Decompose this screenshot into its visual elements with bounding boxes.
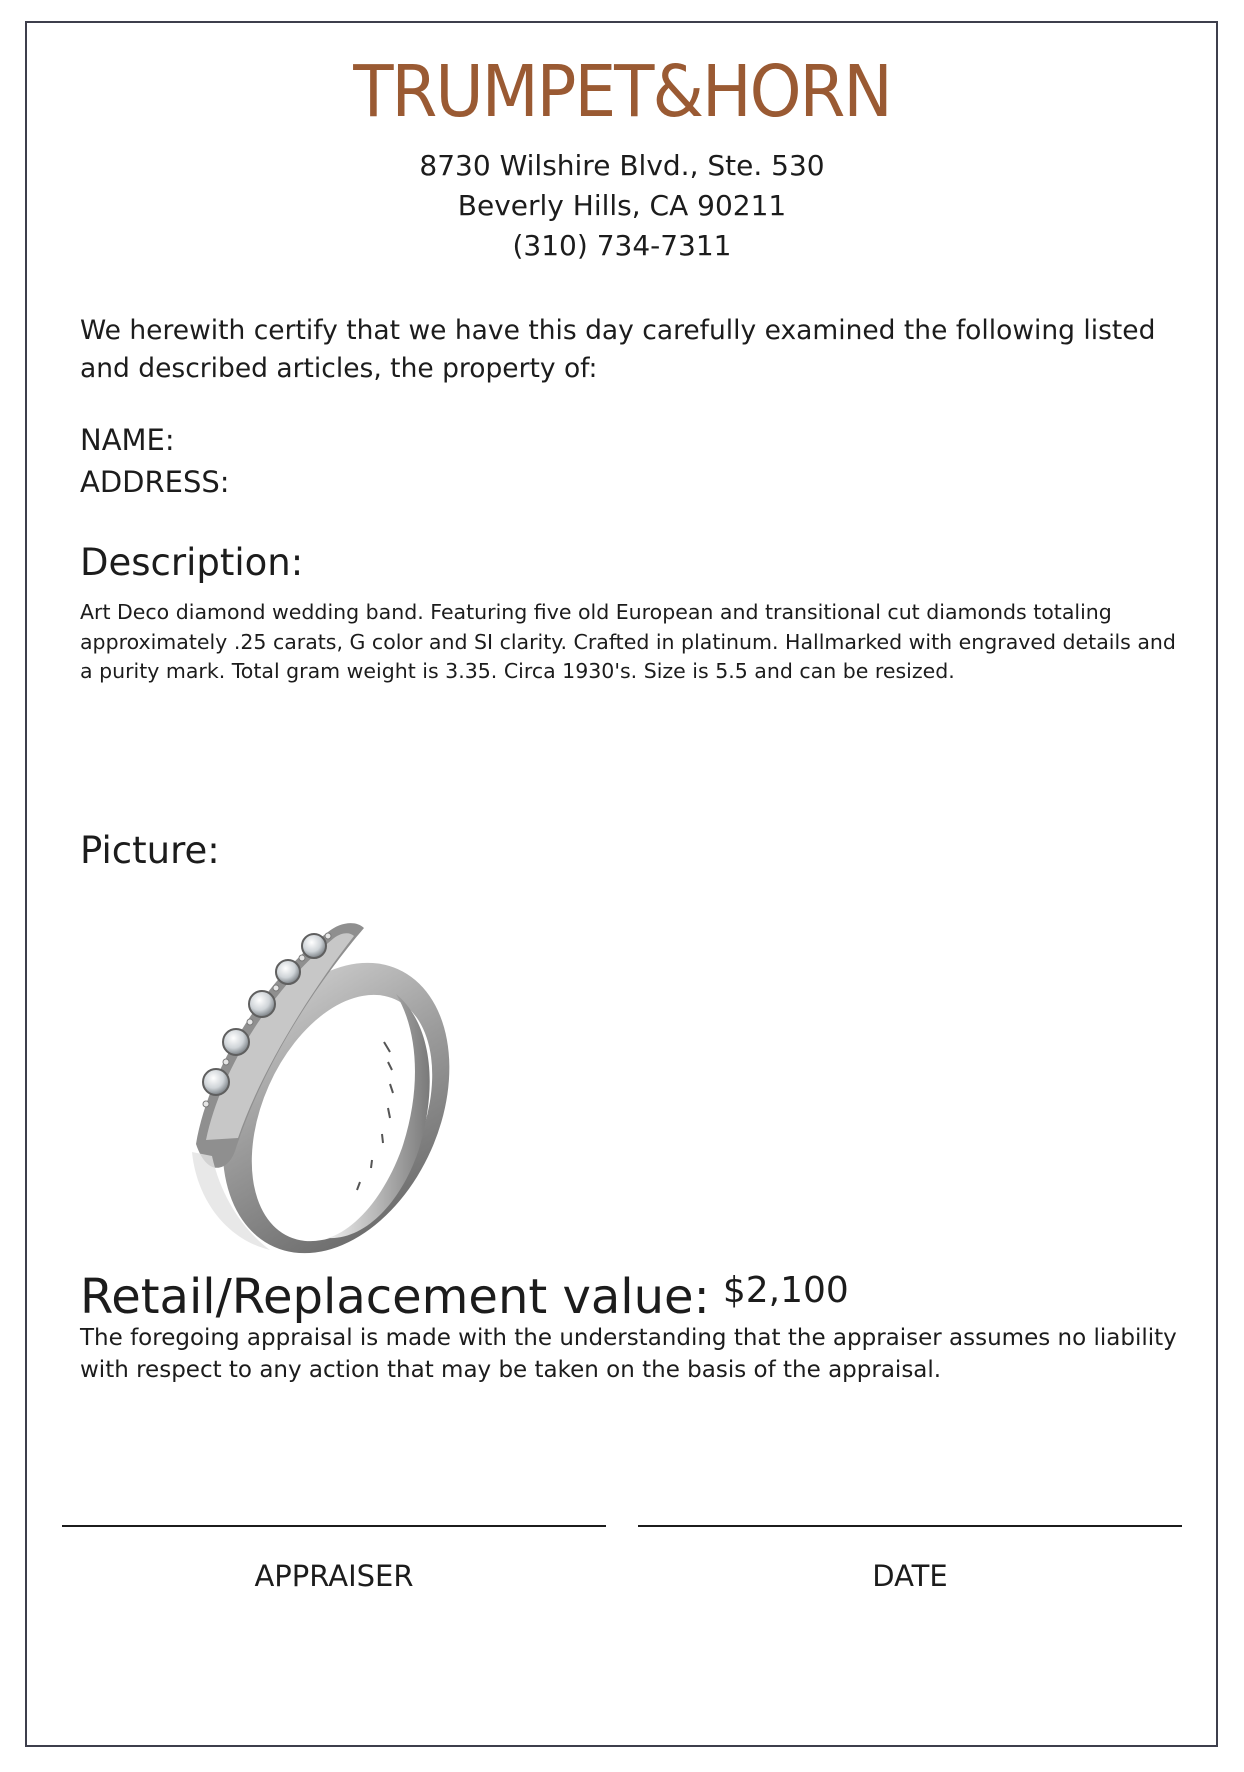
ring-photo bbox=[178, 912, 478, 1262]
address-label: ADDRESS: bbox=[80, 465, 230, 499]
certification-statement: We herewith certify that we have this day carefully examined the following listed and described articles, the property of: bbox=[80, 315, 1156, 384]
appraiser-signature-line bbox=[62, 1525, 606, 1527]
address-line-2: Beverly Hills, CA 90211 bbox=[457, 189, 787, 222]
picture-heading: Picture: bbox=[80, 829, 220, 872]
appraiser-label: APPRAISER bbox=[254, 1559, 414, 1593]
phone-number: (310) 734-7311 bbox=[512, 229, 732, 262]
description-text: Art Deco diamond wedding band. Featuring five old European and transitional cut diamonds totaling approximately .25 carats, G color and SI clarity. Crafted in platinum. Hallmarked with engraved details and a purity mark. Total gram weight is 3.35. Circa 1930's. Size is 5.5 and can be resized. bbox=[80, 600, 1176, 683]
date-signature-line bbox=[638, 1525, 1182, 1527]
address-line-1: 8730 Wilshire Blvd., Ste. 530 bbox=[419, 149, 825, 182]
page-border bbox=[25, 21, 1218, 1747]
value-amount: $2,100 bbox=[722, 1270, 849, 1311]
disclaimer-text: The foregoing appraisal is made with the understanding that the appraiser assumes no liability with respect to any action that may be taken on the basis of the appraisal. bbox=[80, 1325, 1177, 1383]
valuation-row bbox=[80, 1266, 1180, 1328]
date-label: DATE bbox=[872, 1559, 948, 1593]
value-label: Retail/Replacement value: bbox=[80, 1269, 710, 1325]
brand-logo: TRUMPET&HORN bbox=[353, 49, 891, 134]
name-label: NAME: bbox=[80, 423, 175, 457]
description-heading: Description: bbox=[80, 541, 304, 584]
